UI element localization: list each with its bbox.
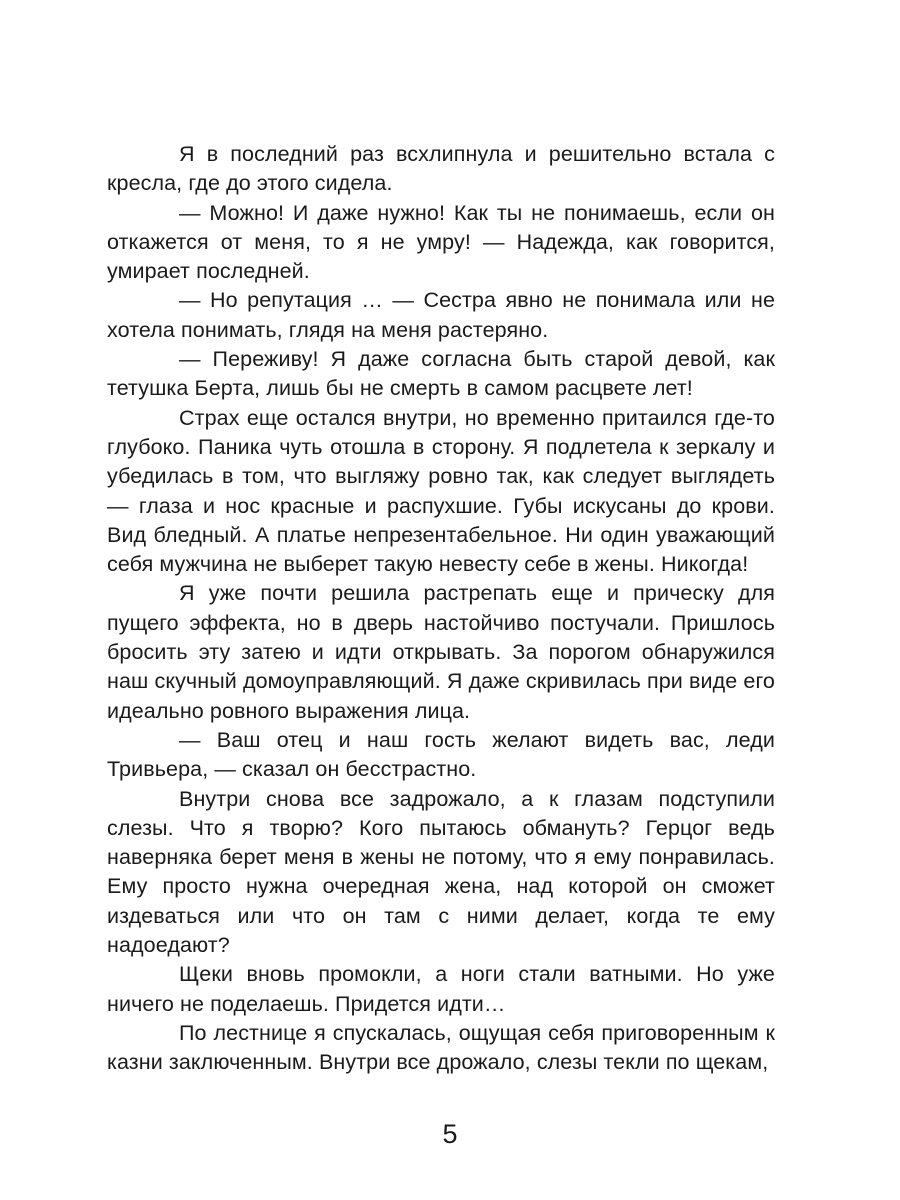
- paragraph: — Ваш отец и наш гость желают видеть вас, леди Тривьера, — сказал он бесстрастно.: [107, 727, 775, 782]
- paragraph: Я в последний раз всхлипнула и решительно встала с кресла, где до этого сидела.: [107, 142, 775, 196]
- paragraph: — Переживу! Я даже согласна быть старой девой, как тетушка Берта, лишь бы не смерть в самом расцвете лет!: [107, 347, 775, 401]
- paragraph: — Но репутация … — Сестра явно не понимала или не хотела понимать, глядя на меня растеряно.: [107, 288, 775, 342]
- page-text: [107, 140, 775, 1078]
- paragraph: Я уже почти решила растрепать еще и прическу для пущего эффекта, но в дверь настойчиво постучали. Пришлось бросить эту затею и идти открывать. За порогом обнаружился наш скучный домоуправляющий. Я даже скривилась при виде его идеально ровного выражения лица.: [107, 581, 775, 723]
- paragraph: Страх еще остался внутри, но временно притаился где-то глубоко. Паника чуть отошла в сторону. Я подлетела к зеркалу и убедилась в том, что выгляжу ровно так, как следует выглядеть — глаза и нос красные и распухшие. Губы искусаны до крови. Вид бледный. А платье непрезентабельное. Ни один уважающий себя мужчина не выберет такую невесту себе в жены. Никогда!: [107, 405, 775, 577]
- paragraph: По лестнице я спускалась, ощущая себя приговоренным к казни заключенным. Внутри все дрожало, слезы текли по щекам,: [107, 1020, 775, 1075]
- paragraph: Щеки вновь промокли, а ноги стали ватными. Но уже ничего не поделаешь. Придется идти…: [107, 962, 775, 1016]
- page-number: 5: [442, 1119, 458, 1149]
- paragraph: Внутри снова все задрожало, а к глазам подступили слезы. Что я творю? Кого пытаюсь обмануть? Герцог ведь наверняка берет меня в жены не потому, что я ему понравилась. Ему просто нужна очередная жена, над которой он сможет издеваться или что он там с ними делает, когда те ему надоедают?: [107, 786, 775, 958]
- paragraph: — Можно! И даже нужно! Как ты не понимаешь, если он откажется от меня, то я не умру! — Надежда, как говорится, умирает последней.: [107, 200, 775, 284]
